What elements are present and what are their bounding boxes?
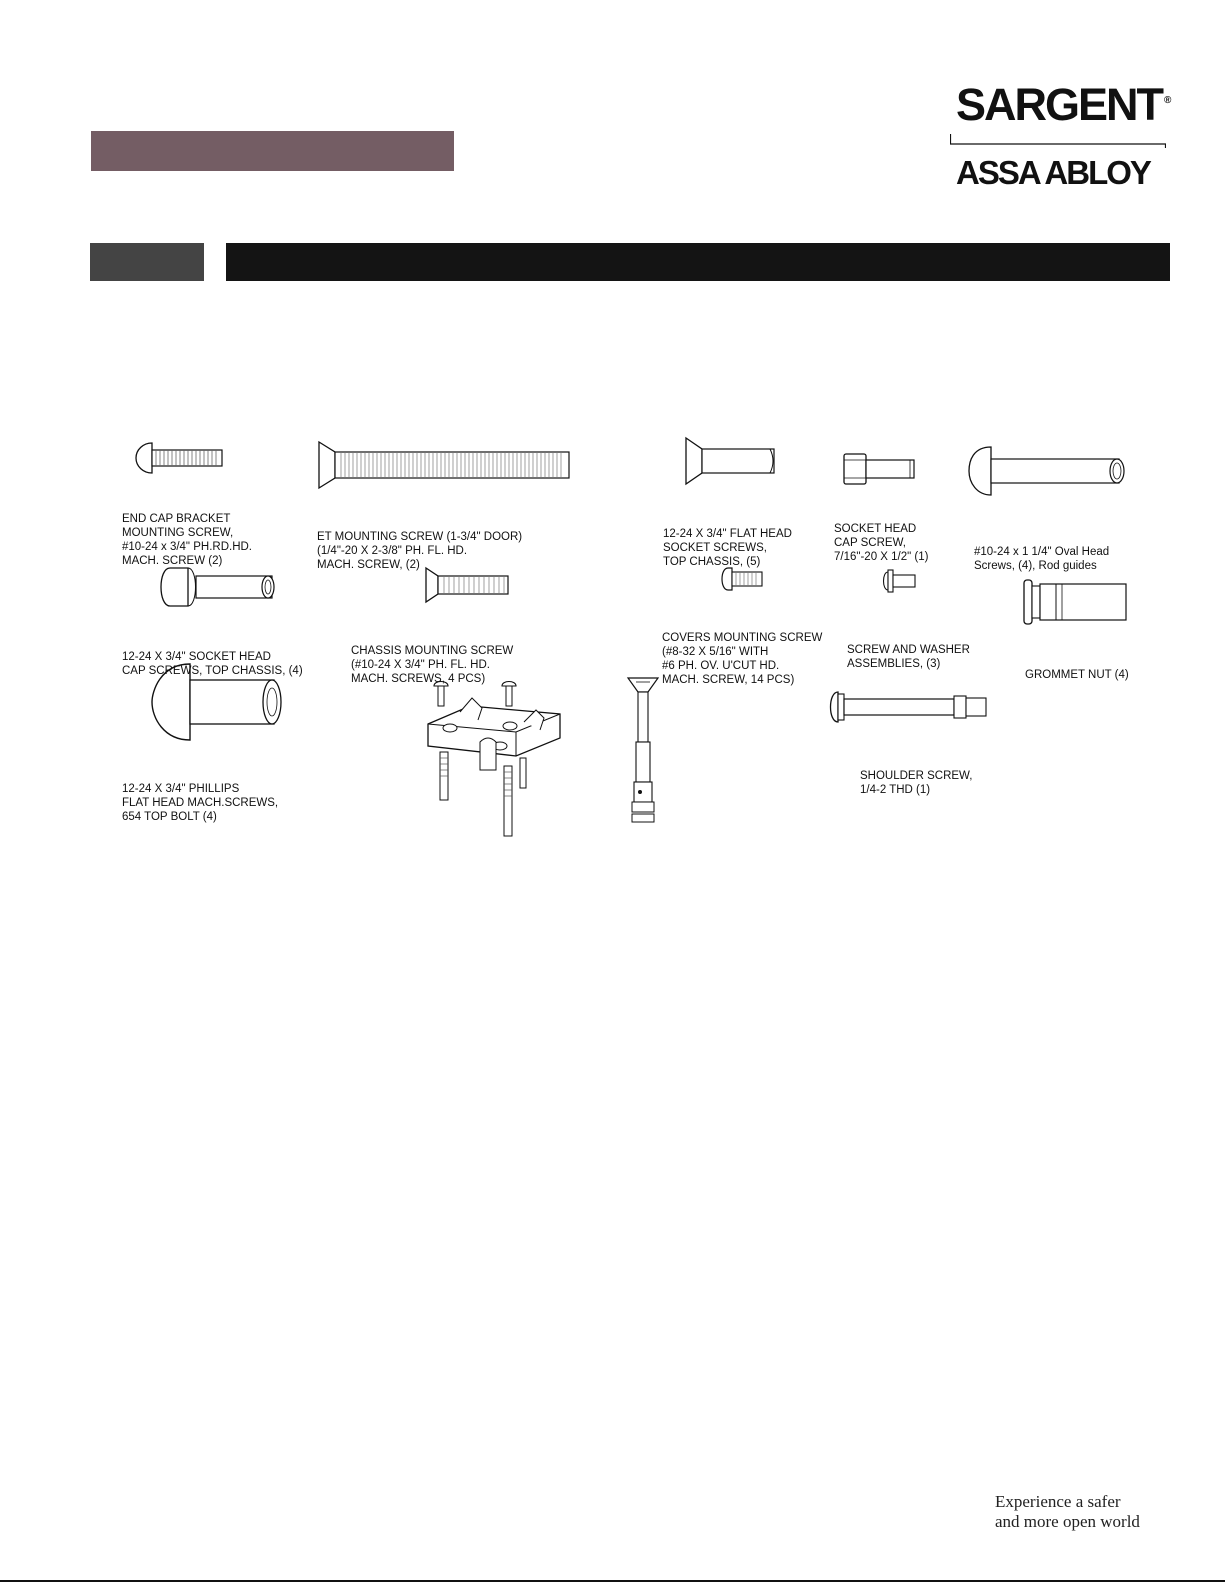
- vertical-rod-screw-icon: [626, 676, 660, 836]
- label-et-mounting-screw: ET MOUNTING SCREW (1-3/4" DOOR) (1/4"-20 X 2-3/8" PH. FL. HD. MACH. SCREW, (2): [317, 531, 523, 571]
- label-socket-head-top-chassis: 12-24 X 3/4" SOCKET HEAD CAP SCREWS, TOP CHASSIS, (4): [122, 651, 303, 677]
- section-tab: [90, 243, 204, 281]
- sargent-logo: SARGENT ®: [956, 79, 1172, 130]
- end-cap-screw-icon: [136, 440, 228, 476]
- label-grommet-nut: GROMMET NUT (4): [1025, 669, 1129, 681]
- socket-head-cap-screw-icon: [842, 452, 920, 486]
- label-socket-head-cap-screw: SOCKET HEAD CAP SCREW, 7/16"-20 X 1/2" (1): [834, 523, 929, 563]
- label-flat-head-socket-screws: 12-24 X 3/4" FLAT HEAD SOCKET SCREWS, TOP CHASSIS, (5): [663, 528, 792, 568]
- oval-head-screw-icon: [967, 443, 1127, 499]
- label-shoulder-screw: SHOULDER SCREW, 1/4-2 THD (1): [860, 770, 973, 796]
- shoulder-screw-icon: [826, 690, 992, 724]
- brand-tagline: Experience a safer and more open world: [995, 1492, 1140, 1531]
- title-banner: [91, 131, 454, 171]
- footer-rule: [0, 1580, 1225, 1582]
- assa-abloy-logo: ASSA ABLOY: [956, 154, 1150, 191]
- label-covers-mounting-screw: COVERS MOUNTING SCREW (#8-32 X 5/16" WITH #6 PH. OV. U'CUT HD. MACH. SCREW, 14 PCS): [662, 632, 823, 686]
- label-phillips-flat-head-screws: 12-24 X 3/4" PHILLIPS FLAT HEAD MACH.SCREWS, 654 TOP BOLT (4): [122, 783, 279, 823]
- flat-head-socket-screw-icon: [684, 436, 782, 486]
- label-chassis-mounting-screw: CHASSIS MOUNTING SCREW (#10-24 X 3/4" PH. FL. HD. MACH. SCREWS, 4 PCS): [351, 645, 514, 685]
- label-screw-washer-assemblies: SCREW AND WASHER ASSEMBLIES, (3): [847, 644, 970, 670]
- label-end-cap-screw: END CAP BRACKET MOUNTING SCREW, #10-24 x 3/4" PH.RD.HD. MACH. SCREW (2): [122, 513, 252, 567]
- logo-divider: [950, 134, 1166, 149]
- top-bolt-bracket-icon: [420, 676, 570, 852]
- section-header-bar: [226, 243, 1170, 281]
- et-mounting-screw-icon: [317, 440, 575, 490]
- label-oval-head-screws: #10-24 x 1 1/4" Oval Head Screws, (4), Rod guides: [974, 546, 1110, 572]
